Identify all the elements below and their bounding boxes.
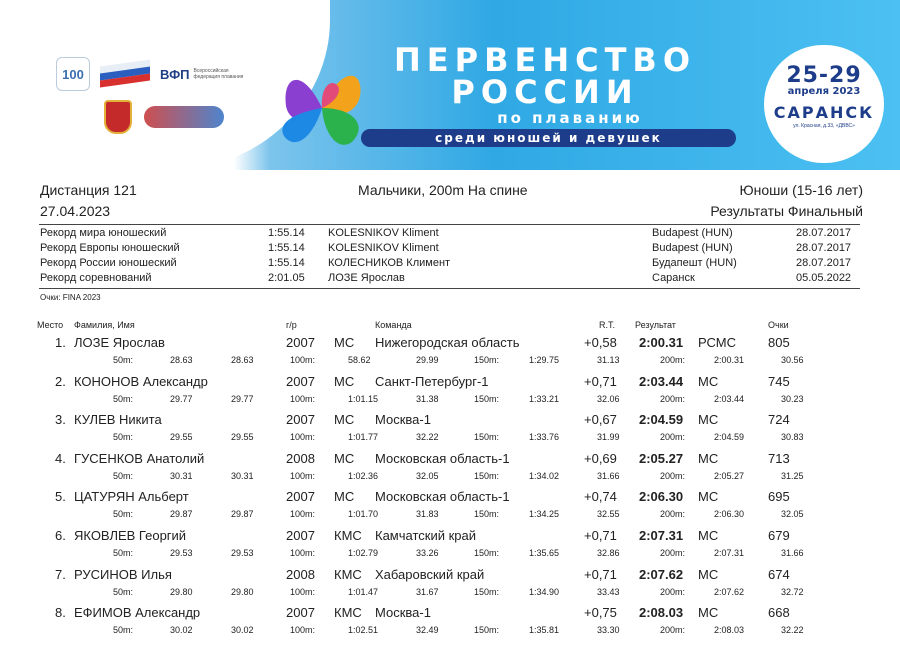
split-100-lap: 31.38 <box>416 393 439 404</box>
split-200: 2:08.03 <box>714 625 745 636</box>
date-badge <box>764 45 884 163</box>
split-150-lap: 32.86 <box>597 548 620 558</box>
split-label: 100m: <box>290 586 316 597</box>
mordovia-crest-icon <box>104 100 132 134</box>
split-50-lap: 29.80 <box>231 586 254 597</box>
split-label: 200m: <box>660 625 686 636</box>
record-row <box>39 227 860 242</box>
birth-year: 2008 <box>286 450 315 466</box>
fina-points: 805 <box>768 335 790 350</box>
athlete-rank: МС <box>334 373 355 389</box>
split-50: 29.77 <box>170 393 193 404</box>
split-50-lap: 29.53 <box>231 548 254 558</box>
split-label: 200m: <box>660 355 686 365</box>
qualification: МС <box>698 373 719 389</box>
record-date: 05.05.2022 <box>796 272 852 284</box>
qualification: МС <box>698 412 719 428</box>
result-place: 4. <box>55 450 66 466</box>
split-150: 1:35.65 <box>529 548 560 558</box>
split-50: 29.80 <box>170 586 193 597</box>
split-label: 50m: <box>113 470 134 481</box>
final-time: 2:00.31 <box>639 335 684 350</box>
split-100: 1:01.77 <box>348 432 379 443</box>
vfp-abbr: ВФП <box>160 66 190 82</box>
split-150: 1:33.21 <box>529 393 560 404</box>
split-100-lap: 33.26 <box>416 548 439 558</box>
birth-year: 2007 <box>286 605 315 621</box>
split-50-lap: 30.31 <box>231 470 254 481</box>
split-150: 1:34.90 <box>529 586 560 597</box>
fina-points: 674 <box>768 566 790 582</box>
split-150-lap: 31.66 <box>597 470 620 481</box>
fina-points: 679 <box>768 528 790 543</box>
split-label: 100m: <box>290 393 316 404</box>
split-200: 2:05.27 <box>714 470 745 481</box>
split-200-lap: 30.83 <box>781 432 804 443</box>
final-time: 2:07.62 <box>639 566 684 582</box>
team-name: Нижегородская область <box>375 335 520 350</box>
split-label: 200m: <box>660 548 686 558</box>
split-label: 50m: <box>113 393 134 404</box>
split-100-lap: 32.05 <box>416 470 439 481</box>
split-label: 100m: <box>290 625 316 636</box>
qualification: МС <box>698 528 719 543</box>
date-range: 25-29 <box>786 63 862 88</box>
split-100: 58.62 <box>348 355 371 365</box>
vfp-full-name: Всероссийская федерация плавания <box>193 68 244 80</box>
split-label: 50m: <box>113 355 134 365</box>
split-label: 150m: <box>474 548 500 558</box>
reaction-time: +0,71 <box>584 528 617 543</box>
final-time: 2:07.31 <box>639 528 684 543</box>
split-100: 1:02.51 <box>348 625 379 636</box>
split-label: 150m: <box>474 355 500 365</box>
sponsor-logos-bottom <box>104 100 224 134</box>
split-200: 2:07.62 <box>714 586 745 597</box>
fina-points: 724 <box>768 412 790 428</box>
split-200: 2:00.31 <box>714 355 745 365</box>
split-label: 100m: <box>290 355 316 365</box>
final-time: 2:05.27 <box>639 450 684 466</box>
col-result: Результат <box>635 320 676 330</box>
athlete-name: ЦАТУРЯН Альберт <box>74 489 189 505</box>
birth-year: 2007 <box>286 528 315 543</box>
athlete-name: ЯКОВЛЕВ Георгий <box>74 528 187 543</box>
event-banner <box>0 0 900 170</box>
split-100-lap: 32.22 <box>416 432 439 443</box>
split-label: 150m: <box>474 470 500 481</box>
reaction-time: +0,69 <box>584 450 617 466</box>
split-label: 100m: <box>290 548 316 558</box>
athlete-rank: КМС <box>334 566 362 582</box>
record-time: 1:55.14 <box>268 242 305 254</box>
split-150-lap: 31.99 <box>597 432 620 443</box>
record-date: 28.07.2017 <box>796 257 852 269</box>
split-100: 1:01.15 <box>348 393 379 404</box>
split-50: 28.63 <box>170 355 193 365</box>
col-place: Место <box>37 320 64 330</box>
reaction-time: +0,75 <box>584 605 617 621</box>
split-150-lap: 31.13 <box>597 355 620 365</box>
split-100-lap: 31.83 <box>416 509 439 520</box>
reaction-time: +0,74 <box>584 489 617 505</box>
split-200: 2:03.44 <box>714 393 745 404</box>
split-50: 29.53 <box>170 548 193 558</box>
qualification: МС <box>698 605 719 621</box>
records-top-rule <box>39 224 860 225</box>
result-place: 7. <box>55 566 66 582</box>
logo-100-icon: 100 <box>56 57 90 91</box>
split-label: 150m: <box>474 625 500 636</box>
fina-points: 713 <box>768 450 790 466</box>
split-200: 2:06.30 <box>714 509 745 520</box>
points-note: Очки: FINA 2023 <box>40 293 101 302</box>
split-200: 2:07.31 <box>714 548 745 558</box>
split-label: 50m: <box>113 625 134 636</box>
athlete-rank: КМС <box>334 605 362 621</box>
final-time: 2:04.59 <box>639 412 684 428</box>
split-50: 30.02 <box>170 625 193 636</box>
record-date: 28.07.2017 <box>796 227 852 239</box>
split-200: 2:04.59 <box>714 432 745 443</box>
split-label: 50m: <box>113 432 134 443</box>
split-label: 150m: <box>474 586 500 597</box>
col-rt: R.T. <box>599 320 616 330</box>
split-100-lap: 29.99 <box>416 355 439 365</box>
title-line-2: РОССИИ <box>451 73 639 111</box>
russia-flag-logo-icon <box>100 63 150 85</box>
result-place: 8. <box>55 605 66 621</box>
split-100-lap: 32.49 <box>416 625 439 636</box>
result-place: 6. <box>55 528 66 543</box>
title-line-3: по плаванию <box>497 109 643 127</box>
split-label: 150m: <box>474 432 500 443</box>
athlete-name: ЕФИМОВ Александр <box>74 605 201 621</box>
split-150: 1:33.76 <box>529 432 560 443</box>
split-150: 1:34.02 <box>529 470 560 481</box>
team-name: Камчатский край <box>375 528 476 543</box>
record-date: 28.07.2017 <box>796 242 852 254</box>
col-points: Очки <box>768 320 789 330</box>
reaction-time: +0,71 <box>584 566 617 582</box>
birth-year: 2007 <box>286 373 315 389</box>
team-name: Хабаровский край <box>375 566 485 582</box>
result-place: 2. <box>55 373 66 389</box>
record-row <box>39 257 860 272</box>
athlete-name: КОНОНОВ Александр <box>74 373 208 389</box>
split-100: 1:02.36 <box>348 470 379 481</box>
split-label: 200m: <box>660 393 686 404</box>
swimming-federation-logo-icon <box>144 106 224 128</box>
record-label: Рекорд Европы юношеский <box>40 242 180 254</box>
records-bottom-rule <box>39 288 860 289</box>
fina-points: 695 <box>768 489 790 505</box>
col-team: Команда <box>375 320 412 330</box>
event-date: 27.04.2023 <box>40 203 111 219</box>
col-year: г/р <box>286 320 297 330</box>
result-place: 3. <box>55 412 66 428</box>
birth-year: 2007 <box>286 412 315 428</box>
event-address: ул. Красная, д.33, «ДВВС» <box>793 123 855 129</box>
qualification: МС <box>698 450 719 466</box>
split-label: 200m: <box>660 470 686 481</box>
split-200-lap: 31.25 <box>781 470 804 481</box>
athlete-rank: КМС <box>334 528 362 543</box>
team-name: Московская область-1 <box>375 450 510 466</box>
split-150: 1:34.25 <box>529 509 560 520</box>
fina-points: 668 <box>768 605 790 621</box>
athlete-name: ЛОЗЕ Ярослав <box>74 335 165 350</box>
athlete-rank: МС <box>334 489 355 505</box>
split-150-lap: 32.55 <box>597 509 620 520</box>
result-place: 1. <box>55 335 66 350</box>
results-type: Результаты Финальный <box>710 203 863 219</box>
qualification: МС <box>698 566 719 582</box>
split-200-lap: 32.05 <box>781 509 804 520</box>
record-holder: ЛОЗЕ Ярослав <box>328 272 405 284</box>
split-50-lap: 29.77 <box>231 393 254 404</box>
split-100: 1:01.47 <box>348 586 379 597</box>
split-label: 50m: <box>113 586 134 597</box>
record-place: Саранск <box>652 272 695 284</box>
record-time: 1:55.14 <box>268 257 305 269</box>
split-label: 100m: <box>290 470 316 481</box>
split-label: 50m: <box>113 509 134 520</box>
split-label: 150m: <box>474 509 500 520</box>
split-200-lap: 32.22 <box>781 625 804 636</box>
split-150-lap: 32.06 <box>597 393 620 404</box>
athlete-name: РУСИНОВ Илья <box>74 566 172 582</box>
split-label: 50m: <box>113 548 134 558</box>
split-200-lap: 30.23 <box>781 393 804 404</box>
split-200-lap: 30.56 <box>781 355 804 365</box>
birth-year: 2008 <box>286 566 315 582</box>
title-main <box>380 41 710 111</box>
record-holder: KOLESNIKOV Kliment <box>328 227 439 239</box>
athlete-name: ГУСЕНКОВ Анатолий <box>74 450 205 466</box>
split-label: 100m: <box>290 432 316 443</box>
split-150-lap: 33.30 <box>597 625 620 636</box>
qualification: МС <box>698 489 719 505</box>
vfp-logo <box>160 67 254 82</box>
record-label: Рекорд России юношеский <box>40 257 177 269</box>
result-place: 5. <box>55 489 66 505</box>
record-time: 1:55.14 <box>268 227 305 239</box>
split-50-lap: 30.02 <box>231 625 254 636</box>
split-150: 1:29.75 <box>529 355 560 365</box>
record-holder: КОЛЕСНИКОВ Климент <box>328 257 451 269</box>
team-name: Москва-1 <box>375 605 431 621</box>
team-name: Санкт-Петербург-1 <box>375 373 489 389</box>
final-time: 2:03.44 <box>639 373 684 389</box>
event-city: САРАНСК <box>773 103 875 122</box>
record-label: Рекорд соревнований <box>40 272 152 284</box>
split-label: 100m: <box>290 509 316 520</box>
title-line-1: ПЕРВЕНСТВО <box>393 41 697 79</box>
athlete-name: КУЛЕВ Никита <box>74 412 162 428</box>
record-place: Будапешт (HUN) <box>652 257 737 269</box>
split-100-lap: 31.67 <box>416 586 439 597</box>
final-time: 2:06.30 <box>639 489 684 505</box>
record-row <box>39 272 860 287</box>
qualification: РСМС <box>698 335 736 350</box>
reaction-time: +0,58 <box>584 335 617 350</box>
records-table <box>39 224 860 288</box>
split-100: 1:01.70 <box>348 509 379 520</box>
record-place: Budapest (HUN) <box>652 227 733 239</box>
age-group: Юноши (15-16 лет) <box>739 182 863 198</box>
team-name: Москва-1 <box>375 412 431 428</box>
split-200-lap: 32.72 <box>781 586 804 597</box>
fina-points: 745 <box>768 373 790 389</box>
athlete-rank: МС <box>334 450 355 466</box>
birth-year: 2007 <box>286 335 315 350</box>
split-50-lap: 29.87 <box>231 509 254 520</box>
split-label: 150m: <box>474 393 500 404</box>
split-50: 29.55 <box>170 432 193 443</box>
athlete-rank: МС <box>334 412 355 428</box>
split-50-lap: 28.63 <box>231 355 254 365</box>
flower-emblem-icon <box>272 56 372 156</box>
distance-label: Дистанция 121 <box>40 182 137 198</box>
final-time: 2:08.03 <box>639 605 684 621</box>
split-label: 200m: <box>660 432 686 443</box>
split-150: 1:35.81 <box>529 625 560 636</box>
athlete-rank: МС <box>334 335 355 350</box>
split-50: 30.31 <box>170 470 193 481</box>
event-name: Мальчики, 200m На спине <box>358 182 528 198</box>
record-row <box>39 242 860 257</box>
team-name: Московская область-1 <box>375 489 510 505</box>
birth-year: 2007 <box>286 489 315 505</box>
reaction-time: +0,67 <box>584 412 617 428</box>
split-label: 200m: <box>660 509 686 520</box>
record-label: Рекорд мира юношеский <box>40 227 167 239</box>
date-month: апреля 2023 <box>787 86 861 97</box>
sponsor-logos-top <box>56 57 254 91</box>
title-line-4: среди юношей и девушек <box>361 129 736 147</box>
split-50-lap: 29.55 <box>231 432 254 443</box>
split-150-lap: 33.43 <box>597 586 620 597</box>
record-time: 2:01.05 <box>268 272 305 284</box>
col-name: Фамилия, Имя <box>74 320 135 330</box>
split-100: 1:02.79 <box>348 548 379 558</box>
record-place: Budapest (HUN) <box>652 242 733 254</box>
reaction-time: +0,71 <box>584 373 617 389</box>
record-holder: KOLESNIKOV Kliment <box>328 242 439 254</box>
split-label: 200m: <box>660 586 686 597</box>
split-50: 29.87 <box>170 509 193 520</box>
split-200-lap: 31.66 <box>781 548 804 558</box>
